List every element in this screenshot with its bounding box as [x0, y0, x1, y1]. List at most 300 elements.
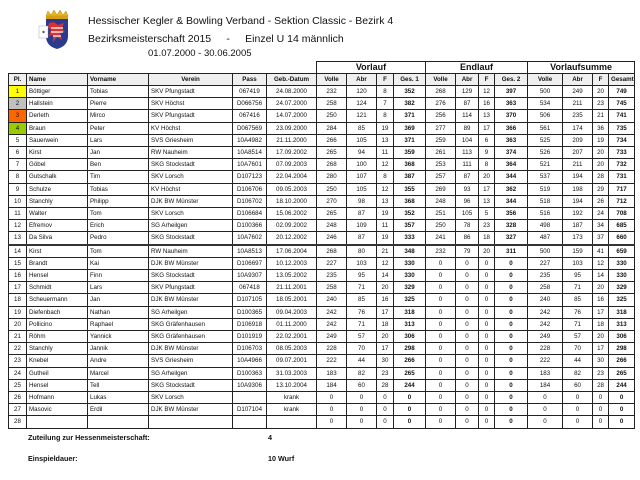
cell-summe-f: 20 [593, 146, 609, 158]
cell-summe-abr: 211 [563, 159, 593, 171]
cell-ges1: 325 [394, 294, 426, 306]
cell-vorlauf-abr: 0 [347, 391, 377, 403]
cell-ges2: 363 [495, 134, 528, 146]
cell-place: 12 [9, 220, 27, 232]
cell-summe-abr: 207 [563, 146, 593, 158]
cell-summe-abr: 159 [563, 245, 593, 258]
cell-endlauf-abr: 78 [456, 220, 479, 232]
cell-ges2: 356 [495, 207, 528, 219]
table-row [9, 171, 635, 183]
cell-vorlauf-volle: 258 [317, 98, 347, 110]
cell-ges1: 357 [394, 220, 426, 232]
cell-pass [233, 416, 267, 428]
cell-ges2: 0 [495, 391, 528, 403]
cell-place: 24 [9, 367, 27, 379]
cell-endlauf-f: 8 [479, 159, 495, 171]
table-row [9, 146, 635, 158]
cell-vorlauf-f: 30 [377, 355, 394, 367]
cell-vorname: Peter [88, 122, 149, 134]
cell-vorlauf-f: 20 [377, 330, 394, 342]
cell-vorlauf-f: 17 [377, 343, 394, 355]
cell-birthdate: 18.10.2000 [267, 195, 317, 207]
cell-place: 28 [9, 416, 27, 428]
cell-vorlauf-volle: 270 [317, 195, 347, 207]
cell-birthdate: 14.07.2000 [267, 110, 317, 122]
cell-gesamt: 0 [609, 416, 635, 428]
col-header-endlauf-volle: Volle [426, 73, 456, 85]
cell-vorname: Jannik [88, 343, 149, 355]
table-row [9, 85, 635, 97]
cell-ges1: 369 [394, 122, 426, 134]
cell-pass: D100366 [233, 220, 267, 232]
cell-birthdate: 17.09.2002 [267, 146, 317, 158]
cell-ges2: 364 [495, 159, 528, 171]
cell-vorname: Erdil [88, 404, 149, 416]
cell-summe-f: 21 [593, 110, 609, 122]
cell-place: 20 [9, 318, 27, 330]
cell-vorlauf-abr: 105 [347, 183, 377, 195]
cell-verein: DJK BW Münster [149, 195, 233, 207]
cell-verein: SKV Lorsch [149, 391, 233, 403]
cell-endlauf-f: 23 [479, 220, 495, 232]
cell-vorlauf-volle: 250 [317, 110, 347, 122]
cell-summe-volle: 0 [528, 391, 563, 403]
cell-summe-volle: 249 [528, 330, 563, 342]
col-header-vorname: Vorname [88, 73, 149, 85]
group-header-vorlaufsumme: Vorlaufsumme [528, 62, 635, 74]
cell-endlauf-f: 17 [479, 183, 495, 195]
table-row [9, 294, 635, 306]
cell-gesamt: 325 [609, 294, 635, 306]
cell-vorname: Yannick [88, 330, 149, 342]
cell-summe-f: 20 [593, 85, 609, 97]
cell-name: Braun [27, 122, 88, 134]
cell-summe-volle: 526 [528, 146, 563, 158]
cell-name: Knebel [27, 355, 88, 367]
cell-vorlauf-volle: 268 [317, 245, 347, 258]
table-row [9, 122, 635, 134]
table-row [9, 98, 635, 110]
cell-summe-volle: 228 [528, 343, 563, 355]
cell-endlauf-f: 0 [479, 343, 495, 355]
cell-place: 5 [9, 134, 27, 146]
cell-vorlauf-abr: 60 [347, 379, 377, 391]
cell-vorlauf-abr: 70 [347, 343, 377, 355]
cell-ges1: 330 [394, 257, 426, 269]
table-row [9, 110, 635, 122]
cell-vorlauf-abr: 82 [347, 367, 377, 379]
cell-verein: SKV Lorsch [149, 207, 233, 219]
cell-endlauf-abr: 0 [456, 257, 479, 269]
cell-vorname: Nathan [88, 306, 149, 318]
cell-vorname: Tell [88, 379, 149, 391]
cell-summe-volle: 184 [528, 379, 563, 391]
cell-ges1: 371 [394, 134, 426, 146]
cell-place: 10 [9, 195, 27, 207]
cell-summe-volle: 516 [528, 207, 563, 219]
cell-endlauf-volle: 0 [426, 367, 456, 379]
cell-vorname: Tim [88, 171, 149, 183]
cell-ges2: 311 [495, 245, 528, 258]
cell-endlauf-volle: 0 [426, 269, 456, 281]
cell-name: Stanchly [27, 343, 88, 355]
cell-vorlauf-abr: 87 [347, 207, 377, 219]
col-header-ges1: Ges. 1 [394, 73, 426, 85]
cell-verein: DJK BW Münster [149, 404, 233, 416]
cell-birthdate: 13.10.2004 [267, 379, 317, 391]
cell-pass: 067418 [233, 282, 267, 294]
cell-ges2: 344 [495, 171, 528, 183]
cell-ges2: 0 [495, 294, 528, 306]
cell-verein: SG Arheilgen [149, 306, 233, 318]
cell-name: Derleth [27, 110, 88, 122]
cell-vorlauf-f: 16 [377, 294, 394, 306]
col-header-summe-volle: Volle [528, 73, 563, 85]
cell-name [27, 416, 88, 428]
cell-gesamt: 265 [609, 367, 635, 379]
cell-place: 21 [9, 330, 27, 342]
cell-summe-volle: 561 [528, 122, 563, 134]
cell-place: 7 [9, 159, 27, 171]
cell-birthdate: 08.05.2003 [267, 343, 317, 355]
cell-verein [149, 416, 233, 428]
cell-vorname: Ben [88, 159, 149, 171]
cell-gesamt: 745 [609, 98, 635, 110]
cell-vorlauf-abr: 76 [347, 306, 377, 318]
cell-birthdate: 22.04.2004 [267, 171, 317, 183]
cell-gesamt: 330 [609, 257, 635, 269]
cell-vorname: Pedro [88, 232, 149, 245]
cell-summe-abr: 249 [563, 85, 593, 97]
cell-endlauf-f: 13 [479, 195, 495, 207]
cell-ges2: 0 [495, 379, 528, 391]
cell-name: Walter [27, 207, 88, 219]
cell-endlauf-abr: 0 [456, 282, 479, 294]
cell-vorlauf-abr: 120 [347, 85, 377, 97]
cell-birthdate: 09.07.2001 [267, 355, 317, 367]
cell-pass: D106702 [233, 195, 267, 207]
cell-vorlauf-abr: 103 [347, 257, 377, 269]
table-row [9, 195, 635, 207]
col-header-vorlauf-abr: Abr [347, 73, 377, 85]
cell-vorname: Pierre [88, 98, 149, 110]
cell-birthdate: 15.06.2002 [267, 207, 317, 219]
cell-pass: 10A9307 [233, 269, 267, 281]
cell-endlauf-volle: 0 [426, 391, 456, 403]
cell-summe-abr: 44 [563, 355, 593, 367]
cell-verein: SKV Pfungstadt [149, 85, 233, 97]
cell-verein: RW Nauheim [149, 245, 233, 258]
cell-endlauf-volle: 0 [426, 404, 456, 416]
table-row [9, 282, 635, 294]
cell-summe-abr: 70 [563, 343, 593, 355]
cell-summe-abr: 187 [563, 220, 593, 232]
cell-ges2: 374 [495, 146, 528, 158]
cell-endlauf-abr: 0 [456, 343, 479, 355]
results-body [9, 85, 635, 428]
cell-summe-f: 18 [593, 318, 609, 330]
cell-ges1: 0 [394, 416, 426, 428]
table-row [9, 404, 635, 416]
cell-summe-abr: 194 [563, 171, 593, 183]
cell-vorlauf-volle: 0 [317, 391, 347, 403]
cell-summe-volle: 498 [528, 220, 563, 232]
cell-summe-f: 23 [593, 367, 609, 379]
cell-name: Brandt [27, 257, 88, 269]
cell-vorlauf-f: 8 [377, 110, 394, 122]
cell-name: Schulze [27, 183, 88, 195]
cell-ges1: 329 [394, 282, 426, 294]
cell-endlauf-f: 6 [479, 134, 495, 146]
cell-vorlauf-f: 8 [377, 85, 394, 97]
cell-vorlauf-f: 7 [377, 98, 394, 110]
cell-endlauf-f: 0 [479, 416, 495, 428]
cell-vorlauf-volle: 235 [317, 269, 347, 281]
cell-ges2: 363 [495, 98, 528, 110]
cell-gesamt: 734 [609, 134, 635, 146]
cell-vorlauf-volle: 222 [317, 355, 347, 367]
cell-summe-abr: 57 [563, 330, 593, 342]
cell-gesamt: 708 [609, 207, 635, 219]
cell-gesamt: 266 [609, 355, 635, 367]
cell-ges1: 318 [394, 306, 426, 318]
cell-birthdate: 21.11.2000 [267, 134, 317, 146]
cell-summe-abr: 85 [563, 294, 593, 306]
cell-vorname: Lars [88, 282, 149, 294]
cell-vorlauf-f: 13 [377, 134, 394, 146]
cell-ges2: 366 [495, 122, 528, 134]
col-header-ges2: Ges. 2 [495, 73, 528, 85]
cell-pass: D101919 [233, 330, 267, 342]
cell-vorlauf-abr: 109 [347, 220, 377, 232]
cell-birthdate: 21.11.2001 [267, 282, 317, 294]
cell-vorlauf-volle: 228 [317, 343, 347, 355]
cell-vorlauf-volle: 240 [317, 294, 347, 306]
cell-gesamt: 329 [609, 282, 635, 294]
cell-summe-f: 34 [593, 220, 609, 232]
cell-vorlauf-abr: 121 [347, 110, 377, 122]
cell-summe-f: 20 [593, 159, 609, 171]
cell-endlauf-abr: 0 [456, 330, 479, 342]
cell-birthdate: 23.09.2000 [267, 122, 317, 134]
cell-gesamt: 712 [609, 195, 635, 207]
cell-summe-abr: 211 [563, 98, 593, 110]
cell-endlauf-volle: 0 [426, 416, 456, 428]
cell-summe-abr: 0 [563, 404, 593, 416]
cell-vorlauf-abr: 85 [347, 294, 377, 306]
table-row [9, 257, 635, 269]
cell-endlauf-abr: 105 [456, 207, 479, 219]
cell-summe-f: 28 [593, 379, 609, 391]
cell-place: 23 [9, 355, 27, 367]
cell-endlauf-abr: 104 [456, 134, 479, 146]
category-name: Einzel U 14 männlich [245, 33, 344, 45]
cell-vorname: Lars [88, 134, 149, 146]
col-header-endlauf-abr: Abr [456, 73, 479, 85]
cell-name: Stanchly [27, 195, 88, 207]
cell-endlauf-f: 17 [479, 122, 495, 134]
cell-endlauf-f: 0 [479, 404, 495, 416]
cell-vorlauf-volle: 246 [317, 232, 347, 245]
cell-ges1: 333 [394, 232, 426, 245]
cell-vorname: Kai [88, 257, 149, 269]
cell-vorname [88, 416, 149, 428]
cell-verein: SKG Gräfenhausen [149, 330, 233, 342]
allocation-label: Zuteilung zur Hessenmeisterschaft: [28, 433, 150, 442]
cell-vorlauf-f: 8 [377, 171, 394, 183]
cell-verein: SKG Stockstadt [149, 269, 233, 281]
cell-vorname: Jan [88, 146, 149, 158]
cell-summe-volle: 258 [528, 282, 563, 294]
cell-endlauf-abr: 0 [456, 318, 479, 330]
cell-gesamt: 749 [609, 85, 635, 97]
cell-place: 14 [9, 245, 27, 258]
cell-endlauf-abr: 111 [456, 159, 479, 171]
cell-pass: D106703 [233, 343, 267, 355]
cell-vorlauf-f: 12 [377, 183, 394, 195]
cell-birthdate: krank [267, 391, 317, 403]
cell-ges2: 362 [495, 183, 528, 195]
cell-name: Böttiger [27, 85, 88, 97]
cell-vorlauf-volle: 249 [317, 330, 347, 342]
cell-gesamt: 0 [609, 391, 635, 403]
cell-summe-abr: 198 [563, 183, 593, 195]
cell-vorlauf-abr: 0 [347, 416, 377, 428]
cell-gesamt: 313 [609, 318, 635, 330]
cell-pass: 10A7601 [233, 159, 267, 171]
cell-vorname: Lukas [88, 391, 149, 403]
table-row [9, 416, 635, 428]
table-row [9, 183, 635, 195]
cell-gesamt: 733 [609, 146, 635, 158]
cell-verein: DJK BW Münster [149, 257, 233, 269]
cell-summe-abr: 76 [563, 306, 593, 318]
cell-summe-abr: 71 [563, 318, 593, 330]
cell-place: 2 [9, 98, 27, 110]
cell-endlauf-f: 0 [479, 355, 495, 367]
cell-gesamt: 660 [609, 232, 635, 245]
cell-verein: SKV Höchst [149, 98, 233, 110]
table-row [9, 232, 635, 245]
cell-summe-volle: 519 [528, 183, 563, 195]
cell-verein: SKV Pfungstadt [149, 282, 233, 294]
cell-summe-volle: 537 [528, 171, 563, 183]
cell-summe-f: 0 [593, 391, 609, 403]
table-row [9, 159, 635, 171]
col-header-birthdate: Geb.-Datum [267, 73, 317, 85]
cell-vorlauf-volle: 242 [317, 318, 347, 330]
subtitle-separator: - [226, 33, 230, 45]
cell-vorlauf-f: 17 [377, 306, 394, 318]
table-row [9, 269, 635, 281]
cell-vorname: Tobias [88, 183, 149, 195]
cell-summe-f: 30 [593, 355, 609, 367]
cell-vorlauf-volle: 258 [317, 282, 347, 294]
cell-vorlauf-abr: 107 [347, 171, 377, 183]
cell-endlauf-abr: 0 [456, 379, 479, 391]
column-header-row [9, 73, 635, 85]
cell-place: 16 [9, 269, 27, 281]
cell-vorlauf-volle: 184 [317, 379, 347, 391]
cell-birthdate: 17.06.2004 [267, 245, 317, 258]
birthdate-range: 01.07.2000 - 30.06.2005 [148, 48, 252, 59]
warmup-value: 10 Wurf [268, 454, 295, 463]
cell-summe-f: 36 [593, 122, 609, 134]
cell-name: Efremov [27, 220, 88, 232]
cell-summe-volle: 242 [528, 318, 563, 330]
cell-vorname: Tom [88, 245, 149, 258]
cell-summe-abr: 235 [563, 110, 593, 122]
cell-endlauf-f: 18 [479, 232, 495, 245]
table-row [9, 379, 635, 391]
cell-ges1: 266 [394, 355, 426, 367]
page-subtitle [88, 33, 344, 45]
cell-endlauf-f: 0 [479, 306, 495, 318]
cell-gesamt: 685 [609, 220, 635, 232]
cell-vorlauf-f: 0 [377, 391, 394, 403]
cell-vorlauf-volle: 268 [317, 159, 347, 171]
cell-vorlauf-f: 21 [377, 245, 394, 258]
table-row [9, 391, 635, 403]
cell-endlauf-abr: 113 [456, 146, 479, 158]
cell-vorlauf-f: 0 [377, 416, 394, 428]
cell-endlauf-volle: 259 [426, 134, 456, 146]
cell-ges1: 387 [394, 171, 426, 183]
cell-endlauf-f: 0 [479, 269, 495, 281]
table-row [9, 367, 635, 379]
cell-summe-volle: 222 [528, 355, 563, 367]
cell-summe-volle: 521 [528, 159, 563, 171]
cell-endlauf-volle: 251 [426, 207, 456, 219]
cell-summe-volle: 242 [528, 306, 563, 318]
cell-summe-f: 29 [593, 183, 609, 195]
cell-ges2: 328 [495, 220, 528, 232]
cell-gesamt: 735 [609, 122, 635, 134]
cell-endlauf-abr: 87 [456, 98, 479, 110]
cell-summe-abr: 194 [563, 195, 593, 207]
cell-place: 17 [9, 282, 27, 294]
cell-name: Scheuermann [27, 294, 88, 306]
cell-vorlauf-volle: 280 [317, 171, 347, 183]
col-header-pass: Pass [233, 73, 267, 85]
cell-endlauf-abr: 0 [456, 416, 479, 428]
group-header-row [9, 62, 635, 74]
cell-vorname: Jan [88, 294, 149, 306]
cell-ges2: 397 [495, 85, 528, 97]
cell-endlauf-volle: 268 [426, 85, 456, 97]
cell-vorlauf-volle: 266 [317, 134, 347, 146]
cell-pass: D107104 [233, 404, 267, 416]
col-header-verein: Verein [149, 73, 233, 85]
table-row [9, 207, 635, 219]
cell-summe-volle: 235 [528, 269, 563, 281]
cell-ges2: 0 [495, 269, 528, 281]
cell-ges1: 371 [394, 110, 426, 122]
cell-summe-f: 20 [593, 282, 609, 294]
cell-verein: SKG Stockstadt [149, 159, 233, 171]
cell-gesamt: 244 [609, 379, 635, 391]
cell-gesamt: 731 [609, 171, 635, 183]
cell-ges1: 313 [394, 318, 426, 330]
cell-pass: 10A4966 [233, 355, 267, 367]
cell-vorlauf-volle: 265 [317, 146, 347, 158]
cell-place: 3 [9, 110, 27, 122]
cell-verein: SVS Griesheim [149, 134, 233, 146]
cell-vorlauf-f: 28 [377, 379, 394, 391]
cell-endlauf-volle: 248 [426, 195, 456, 207]
cell-pass: 067416 [233, 110, 267, 122]
cell-vorlauf-volle: 0 [317, 416, 347, 428]
